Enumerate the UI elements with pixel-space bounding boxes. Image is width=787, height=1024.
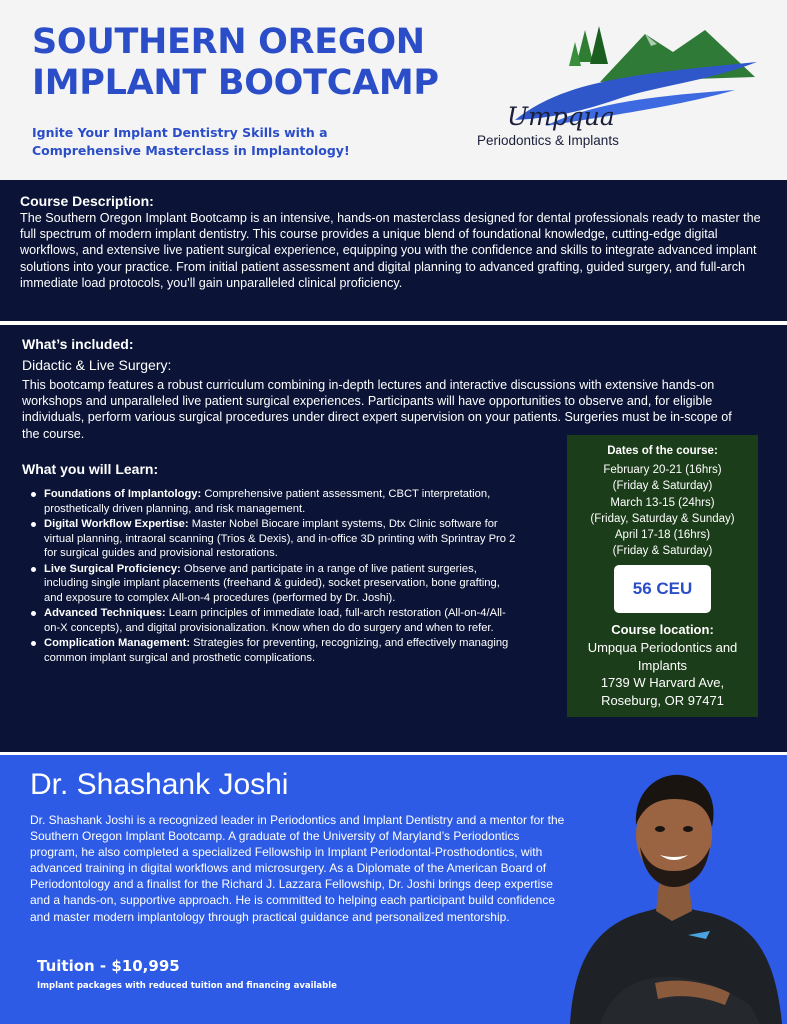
learn-item-text: Comprehensive patient assessment, CBCT interpretation, prosthetically driven planning, and risk management. xyxy=(44,488,491,515)
dates-box xyxy=(567,435,758,717)
course-description-section xyxy=(0,180,787,321)
course-description-body: The Southern Oregon Implant Bootcamp is an intensive, hands-on masterclass designed for dental professionals ready to master the full spectrum of modern implant dentistry. This course provides a unique blend of foundational knowledge, cutting-edge digital workflows, and extensive live patient surgical experience, equipping you with the confidence and skills to integrate advanced implant solutions into your practice. From initial patient assessment and digital planning to advanced grafting, guided surgery, and full-arch immediate load protocols, you'll gain unparalleled clinical proficiency. xyxy=(20,211,761,290)
title-line-1: SOUTHERN OREGON xyxy=(32,22,425,62)
learn-item-text: Master Nobel Biocare implant systems, Dtx Clinic software for virtual planning, intraoral scanning (Trios & Dexis), and in-office 3D printing with Sprintray Pro 2 for surgical guides and provisional restorations. xyxy=(44,518,516,559)
list-item xyxy=(28,517,516,561)
learn-item-title: Advanced Techniques: xyxy=(44,607,166,619)
doctor-name: Dr. Shashank Joshi xyxy=(30,768,289,801)
list-item xyxy=(28,562,516,606)
logo-name: Umpqua xyxy=(507,102,615,131)
whats-included-section xyxy=(0,325,787,752)
subtitle: Ignite Your Implant Dentistry Skills with a Comprehensive Masterclass in Implantology! xyxy=(32,125,350,158)
dates-heading: Dates of the course: xyxy=(607,445,718,457)
date-line: (Friday, Saturday & Sunday) xyxy=(590,512,735,525)
didactic-heading: Didactic & Live Surgery: xyxy=(22,357,172,373)
date-line: February 20-21 (16hrs) xyxy=(603,464,722,476)
date-line: (Friday & Saturday) xyxy=(612,480,713,493)
doctor-bio: Dr. Shashank Joshi is a recognized leader in Periodontics and Implant Dentistry and a mentor for the Southern Oregon Implant Bootcamp. A graduate of the University of Maryland’s Periodontics program, he also completed a specialized Fellowship in Implant Periodontal-Prosthodontics, with advanced training in digital workflows and microsurgery. As a Diplomate of the American Board of Periodontology and a finalist for the Richard J. Lazzara Fellowship, Dr. Joshi brings deep expertise and a hands-on, supportive approach. He is committed to helping each participant build confidence and master modern implantology through practical guidance and personalized mentorship. xyxy=(30,813,565,924)
list-item xyxy=(28,487,516,516)
learn-item-title: Foundations of Implantology: xyxy=(44,488,202,500)
learn-item-title: Complication Management: xyxy=(44,637,191,649)
ceu-badge: 56 CEU xyxy=(614,565,711,613)
doctor-photo xyxy=(560,755,787,1024)
umpqua-logo xyxy=(477,22,765,152)
tuition-note: Implant packages with reduced tuition and financing available xyxy=(37,981,337,991)
didactic-body: This bootcamp features a robust curriculum combining in-depth lectures and interactive discussions with extensive hands-on workshops and unparalleled live patient surgical experiences. Participants will have opportunities to observe and, for eligible individuals, perform various surgical procedures under direct expert supervision on your patients. Surgeries must be in-scope of the course. xyxy=(22,378,732,441)
learn-item-title: Digital Workflow Expertise: xyxy=(44,518,189,530)
learn-item-text: Observe and participate in a range of live patient surgeries, including single implant placements (freehand & guided), socket preservation, bone grafting, and exposure to complex All-on-4 procedures (performed by Dr. Joshi). xyxy=(44,562,500,604)
course-description-heading: Course Description: xyxy=(20,193,154,209)
page-title xyxy=(32,22,502,104)
location-line: Umpqua Periodontics and xyxy=(587,640,738,655)
dates-list xyxy=(567,462,758,560)
location-address xyxy=(567,639,758,709)
logo-subtitle: Periodontics & Implants xyxy=(477,133,619,148)
learn-item-title: Live Surgical Proficiency: xyxy=(44,562,181,575)
title-line-2: IMPLANT BOOTCAMP xyxy=(32,63,439,103)
date-line: April 17-18 (16hrs) xyxy=(614,529,711,542)
learn-item-text: Learn principles of immediate load, full-arch restoration (All-on-4/All-on-X concepts), and digital provisionalization. Know when do do surgery and when to refer. xyxy=(44,607,506,634)
location-line: Implants xyxy=(637,657,688,673)
whats-included-heading: What’s included: xyxy=(22,336,134,352)
header xyxy=(0,0,787,180)
date-line: March 13-15 (24hrs) xyxy=(610,496,715,509)
location-heading: Course location: xyxy=(611,622,714,637)
location-line: 1739 W Harvard Ave, xyxy=(600,675,725,690)
learn-list xyxy=(28,487,516,666)
learn-item-text: Strategies for preventing, recognizing, and effectively managing common implant surgical and prosthetic complications. xyxy=(44,637,509,664)
doctor-section xyxy=(0,755,787,1024)
location-line: Roseburg, OR 97471 xyxy=(601,692,724,708)
learn-heading: What you will Learn: xyxy=(22,461,159,477)
list-item xyxy=(28,636,516,665)
date-line: (Friday & Saturday) xyxy=(612,545,713,558)
tuition-price: Tuition - $10,995 xyxy=(37,957,180,975)
list-item xyxy=(28,606,516,635)
